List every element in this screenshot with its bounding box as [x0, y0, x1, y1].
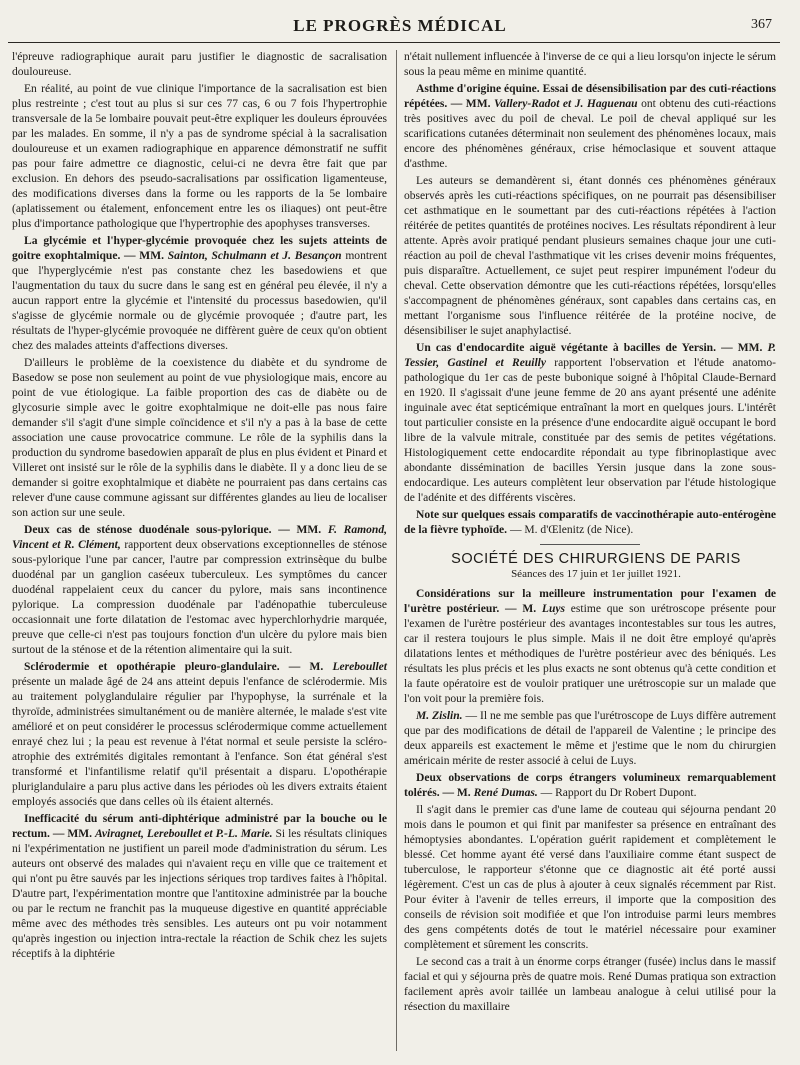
article-authors: Sainton, Schulmann et J. Besançon: [167, 250, 342, 262]
column-divider: [396, 50, 397, 1051]
article-heading: Inefficacité du sérum anti-diphtérique administré par la bouche ou le rectum. — MM.: [12, 813, 387, 840]
page-header: [0, 16, 800, 40]
article-text: ont obtenu des cuti-réactions très positives avec du poil de cheval. Le poil de cheval appliqué sur les scarifications cutanées déterminait non seulement des phénomènes locaux, mais encore des phénomènes généraux, crise hémoclasique et souvent attaque d'asthme.: [404, 98, 777, 170]
paragraph: Les auteurs se demandèrent si, étant donnés ces phénomènes généraux observés après les cuti-réactions spécifiques, on ne pourrait pas désensibiliser cet asthmatique en le soumettant par des cuti-réactions répétées à l'action réitérée de petites quantités de protéines nocives. Les résultats répondirent à leur attente. Après avoir pratiqué pendant plusieurs semaines chaque jour une cuti-réaction au poil de cheval l'asthmatique vit les crises devenir moins fréquentes, puis disparaître. Actuellement, ce sujet peut respirer impunément l'odeur du cheval. Cette observation démontre que les cuti-réactions répétées, lorsqu'elles s'accompagnent de phénomènes généraux, sont capables dans certains cas, en mettant l'organisme sous l'influence réitérée de la protéine nocive, de désensibiliser le sujet anaphylactisé.: [404, 175, 776, 337]
article-authors: F. Ramond, Vincent et R. Clément,: [12, 524, 387, 551]
article-heading: La glycémie et l'hyper-glycémie provoquée chez les sujets atteints de goitre exophtalmique. — MM.: [12, 235, 387, 262]
page-number: 367: [751, 17, 772, 32]
article: [12, 812, 387, 962]
paragraph: Il s'agit dans le premier cas d'une lame de couteau qui séjourna pendant 20 mois dans le poumon et qui finit par manifester sa présence en entraînant des hémoptysies abondantes. L'opération guérit rapidement et complètement le blessé. Cet homme ayant été versé dans l'auxiliaire comme étant suspect de tuberculose, le rapporteur s'étonne que ce diagnostic ait été porté aussi légèrement. C'est un cas de plus à ajouter à ceux signalés récemment par Rist. Pour éviter à l'avenir de telles erreurs, il importe que la composition des conseils de révision soit modifiée et que l'on introduise parmi leurs membres des gens compétents dotés de tout le matériel nécessaire pour examiner complètement et sûrement les conscrits.: [404, 804, 776, 951]
society-dates: Séances des 17 juin et 1er juillet 1921.: [511, 568, 681, 580]
article-text: estime que son urétroscope présente pour l'examen de l'urètre postérieur des avantages incontestables sur tous les autres, car il restera toujours le plus simple. Mais il ne doit être employé qu'après dilatations lentes et méthodiques de l'urètre postérieur avec des béniqués. Les résultats les plus précis et les plus exacts ne sont obtenus qu'à cette condition et la faute opératoire est de vouloir pratiquer une urétroscopie sur un malade que l'on voit pour la première fois.: [404, 603, 777, 705]
article-authors: Aviragnet, Lereboullet et P.-L. Marie.: [95, 828, 273, 840]
article-heading: Sclérodermie et opothérapie pleuro-glandulaire. — M.: [24, 661, 324, 673]
article-authors: P. Tessier, Gastinel et Reuilly: [404, 342, 776, 369]
article-text: montrent que l'hyperglycémie n'est pas constante chez les basedowiens et que l'augmentation du taux du sucre dans le sang est en général peu élevée, il n'y a aucun rapport entre la glycémie et l'intensité du processus basedowien, qu'il s'agisse de glycémie normale ou de glycémie provoquée ; d'autre part, les résultats de l'hyper-glycémie provoquée ne diffèrent guère de ceux qu'on obtient chez des malades atteints d'affections diverses.: [12, 250, 388, 352]
article-text: — Rapport du Dr Robert Dupont.: [540, 787, 697, 799]
article-heading: Note sur quelques essais comparatifs de vaccinothérapie auto-entérogène de la fièvre typhoïde.: [404, 509, 776, 536]
article-heading: Deux cas de sténose duodénale sous-pylorique. — MM.: [24, 524, 322, 536]
paragraph: l'épreuve radiographique aurait paru justifier le diagnostic de sacralisation douloureuse.: [12, 51, 387, 78]
paragraph: D'ailleurs le problème de la coexistence du diabète et du syndrome de Basedow se pose non seulement au point de vue physiologique mais, encore au point de vue étiologique. La faible proportion des cas de diabète ou de glycosurie simple avec le goitre exophtalmique ne doit-elle pas nous faire demander s'il s'agit d'une simple coïncidence et s'il n'y a pas à la base de cette association une cause provocatrice commune. Le rôle de la syphilis dans la production du syndrome basedowien apparaît de plus en plus évident et Pinard et Villeret ont insisté sur le rôle de la syphilis dans le diabète. Il y a donc lieu de se demander si goitre exophtalmique et diabète ne pourraient pas dans certains cas relever d'une cause commune agissant sur différentes glandes au lieu de localiser son action sur une seule.: [12, 357, 387, 519]
article-authors: M. Zislin.: [416, 710, 463, 722]
society-title: SOCIÉTÉ DES CHIRURGIENS DE PARIS: [451, 551, 741, 567]
article-authors: René Dumas.: [473, 787, 538, 799]
article-tail: — M. d'Œlenitz (de Nice).: [509, 524, 634, 536]
article-heading: Un cas d'endocardite aiguë végétante à bacilles de Yersin. — MM.: [416, 342, 763, 354]
paragraph: Le second cas a trait à un énorme corps étranger (fusée) inclus dans le massif facial et qui y séjourna près de quatre mois. René Dumas pratiqua son extraction facilement après avoir taillée un lambeau analogue à celui utilisé pour la résection du maxillaire: [404, 956, 776, 1013]
paragraph: En réalité, au point de vue clinique l'importance de la sacralisation est bien plus restreinte ; c'est tout au plus si sur ces 77 cas, 6 ou 7 fois l'hypertrophie transversale de la 5e lombaire pouvait peut-être expliquer les douleurs éprouvées par les malades. En somme, il n'y a pas de syndrome spécial à la sacralisation douloureuse et un examen radiographique en apparence démonstratif ne suffit pas pour faire admettre ce diagnostic, celui-ci ne devra être fait que par exclusion. En dehors des pseudo-sacralisations par ossification ligamenteuse, des modifications diverses dans la forme ou les rapports de la 5e lombaire (aplatissement ou étalement, enfoncement entre les os iliaques) ont peut-être plus d'importance pathologique que l'hypertrophie des apophyses transverses.: [12, 83, 387, 230]
article: [12, 234, 387, 354]
article-text: rapportent deux observations exceptionnelles de sténose sous-pylorique l'une par cancer, l'autre par compression extrinsèque du bulbe duodénal par un ganglion caséeux tuberculeux. Les symptômes du cancer duodénal rappelaient ceux du cancer du pylore, mais sans incontinence pylorique. La compression duodénale par l'adénopathie tuberculeuse occasionnait une forte dilatation de l'estomac avec hyperchlorhydrie marquée, preuve que celle-ci n'est pas toujours fonction d'un ulcère du pylore mais bien surtout de la sténose et de la rétention alimentaire qui la suit.: [12, 539, 387, 656]
article: [404, 508, 776, 538]
section-divider: [540, 544, 640, 545]
article-authors: Luys: [541, 603, 566, 615]
article-authors: Vallery-Radot et J. Haguenau: [494, 98, 638, 110]
article: [404, 82, 776, 172]
left-column: [12, 50, 387, 964]
article-authors: Lereboullet: [332, 661, 387, 673]
article: [12, 523, 387, 658]
running-title: LE PROGRÈS MÉDICAL: [293, 16, 507, 35]
article: [404, 341, 776, 506]
article-heading: Asthme d'origine équine. Essai de désensibilisation par des cuti-réactions répétées. — MM.: [404, 83, 776, 110]
article: [12, 660, 387, 810]
article-heading: Considérations sur la meilleure instrumentation pour l'examen de l'urètre postérieur. — M.: [404, 588, 776, 615]
article: [404, 771, 776, 801]
header-rule: [8, 42, 780, 43]
article: [404, 709, 776, 769]
article-text: — Il ne me semble pas que l'urétroscope de Luys diffère autrement que par des modifications de détail de l'appareil de Valentine ; le principe des deux appareils est exactement le même et j'estime que le nom du chirurgien américain mérite de rester associé à celui de Luys.: [404, 710, 777, 767]
right-column: [404, 50, 776, 1017]
article: [404, 587, 776, 707]
paragraph: n'était nullement influencée à l'inverse de ce qui a lieu lorsqu'on injecte le sérum sous la peau même en minime quantité.: [404, 51, 776, 78]
article-text: Si les résultats cliniques ni l'expérimentation ne justifient un pareil mode d'administration du sérum. Les auteurs ont observé des malades qui n'avaient reçu en ville que ce traitement et qui n'ont pu être sauvés par les injections sériques trop tardives faites à l'hôpital. D'autre part, l'expérimentation montre que l'antitoxine administrée par la bouche ou par le rectum ne franchit pas la muqueuse digestive en quantité appréciable même avec des méthodes très sensibles. Les auteurs ont pu voir notamment qu'après ingestion ou injection intra-rectale la réaction de Schik chez les sujets réceptifs à la diphtérie: [12, 828, 387, 960]
article-heading: Deux observations de corps étrangers volumineux remarquablement tolérés. — M.: [404, 772, 776, 799]
article-text: rapportent l'observation et l'étude anatomo-pathologique du 1er cas de peste bubonique soigné à l'hôpital Claude-Bernard en 1920. Il s'agissait d'une jeune femme de 20 ans ayant présenté une adénite inguinale avec état septicémique entraînant la mort en quelques jours. L'intérêt tout particulier consiste en la présence d'une endocardite aiguë occupant le bord libre de la valvule mitrale, constituée par des semis de petites végétations. Histologiquement cette endocardite répondait au type fibrinoplastique avec abondante dissémination de bacilles Yersin jusque dans la zone sous-endocardique. Les auteurs complètent leur observation par l'étude histologique de l'adénite et des différents viscères.: [404, 357, 777, 504]
article-text: présente un malade âgé de 24 ans atteint depuis l'enfance de sclérodermie. Mis au traitement polyglandulaire régulier par l'hypophyse, la surrénale et la thyroïde, administrées simultanément ou de manière alternée, le malade s'est vite amélioré et on peut considérer le processus sclérodermique comme actuellement enrayé chez lui ; la peau est revenue à l'état normal et seule persiste la scléro-atrophie des extrémités digitales remontant à l'enfance. Son état général s'est transformé et l'infantilisme relatif qu'il présentait a disparu. L'opothérapie pluriglandulaire a paru plus active dans les périodes où les divers extraits étaient employés associés que dans celles où ils étaient alternés.: [12, 676, 387, 808]
